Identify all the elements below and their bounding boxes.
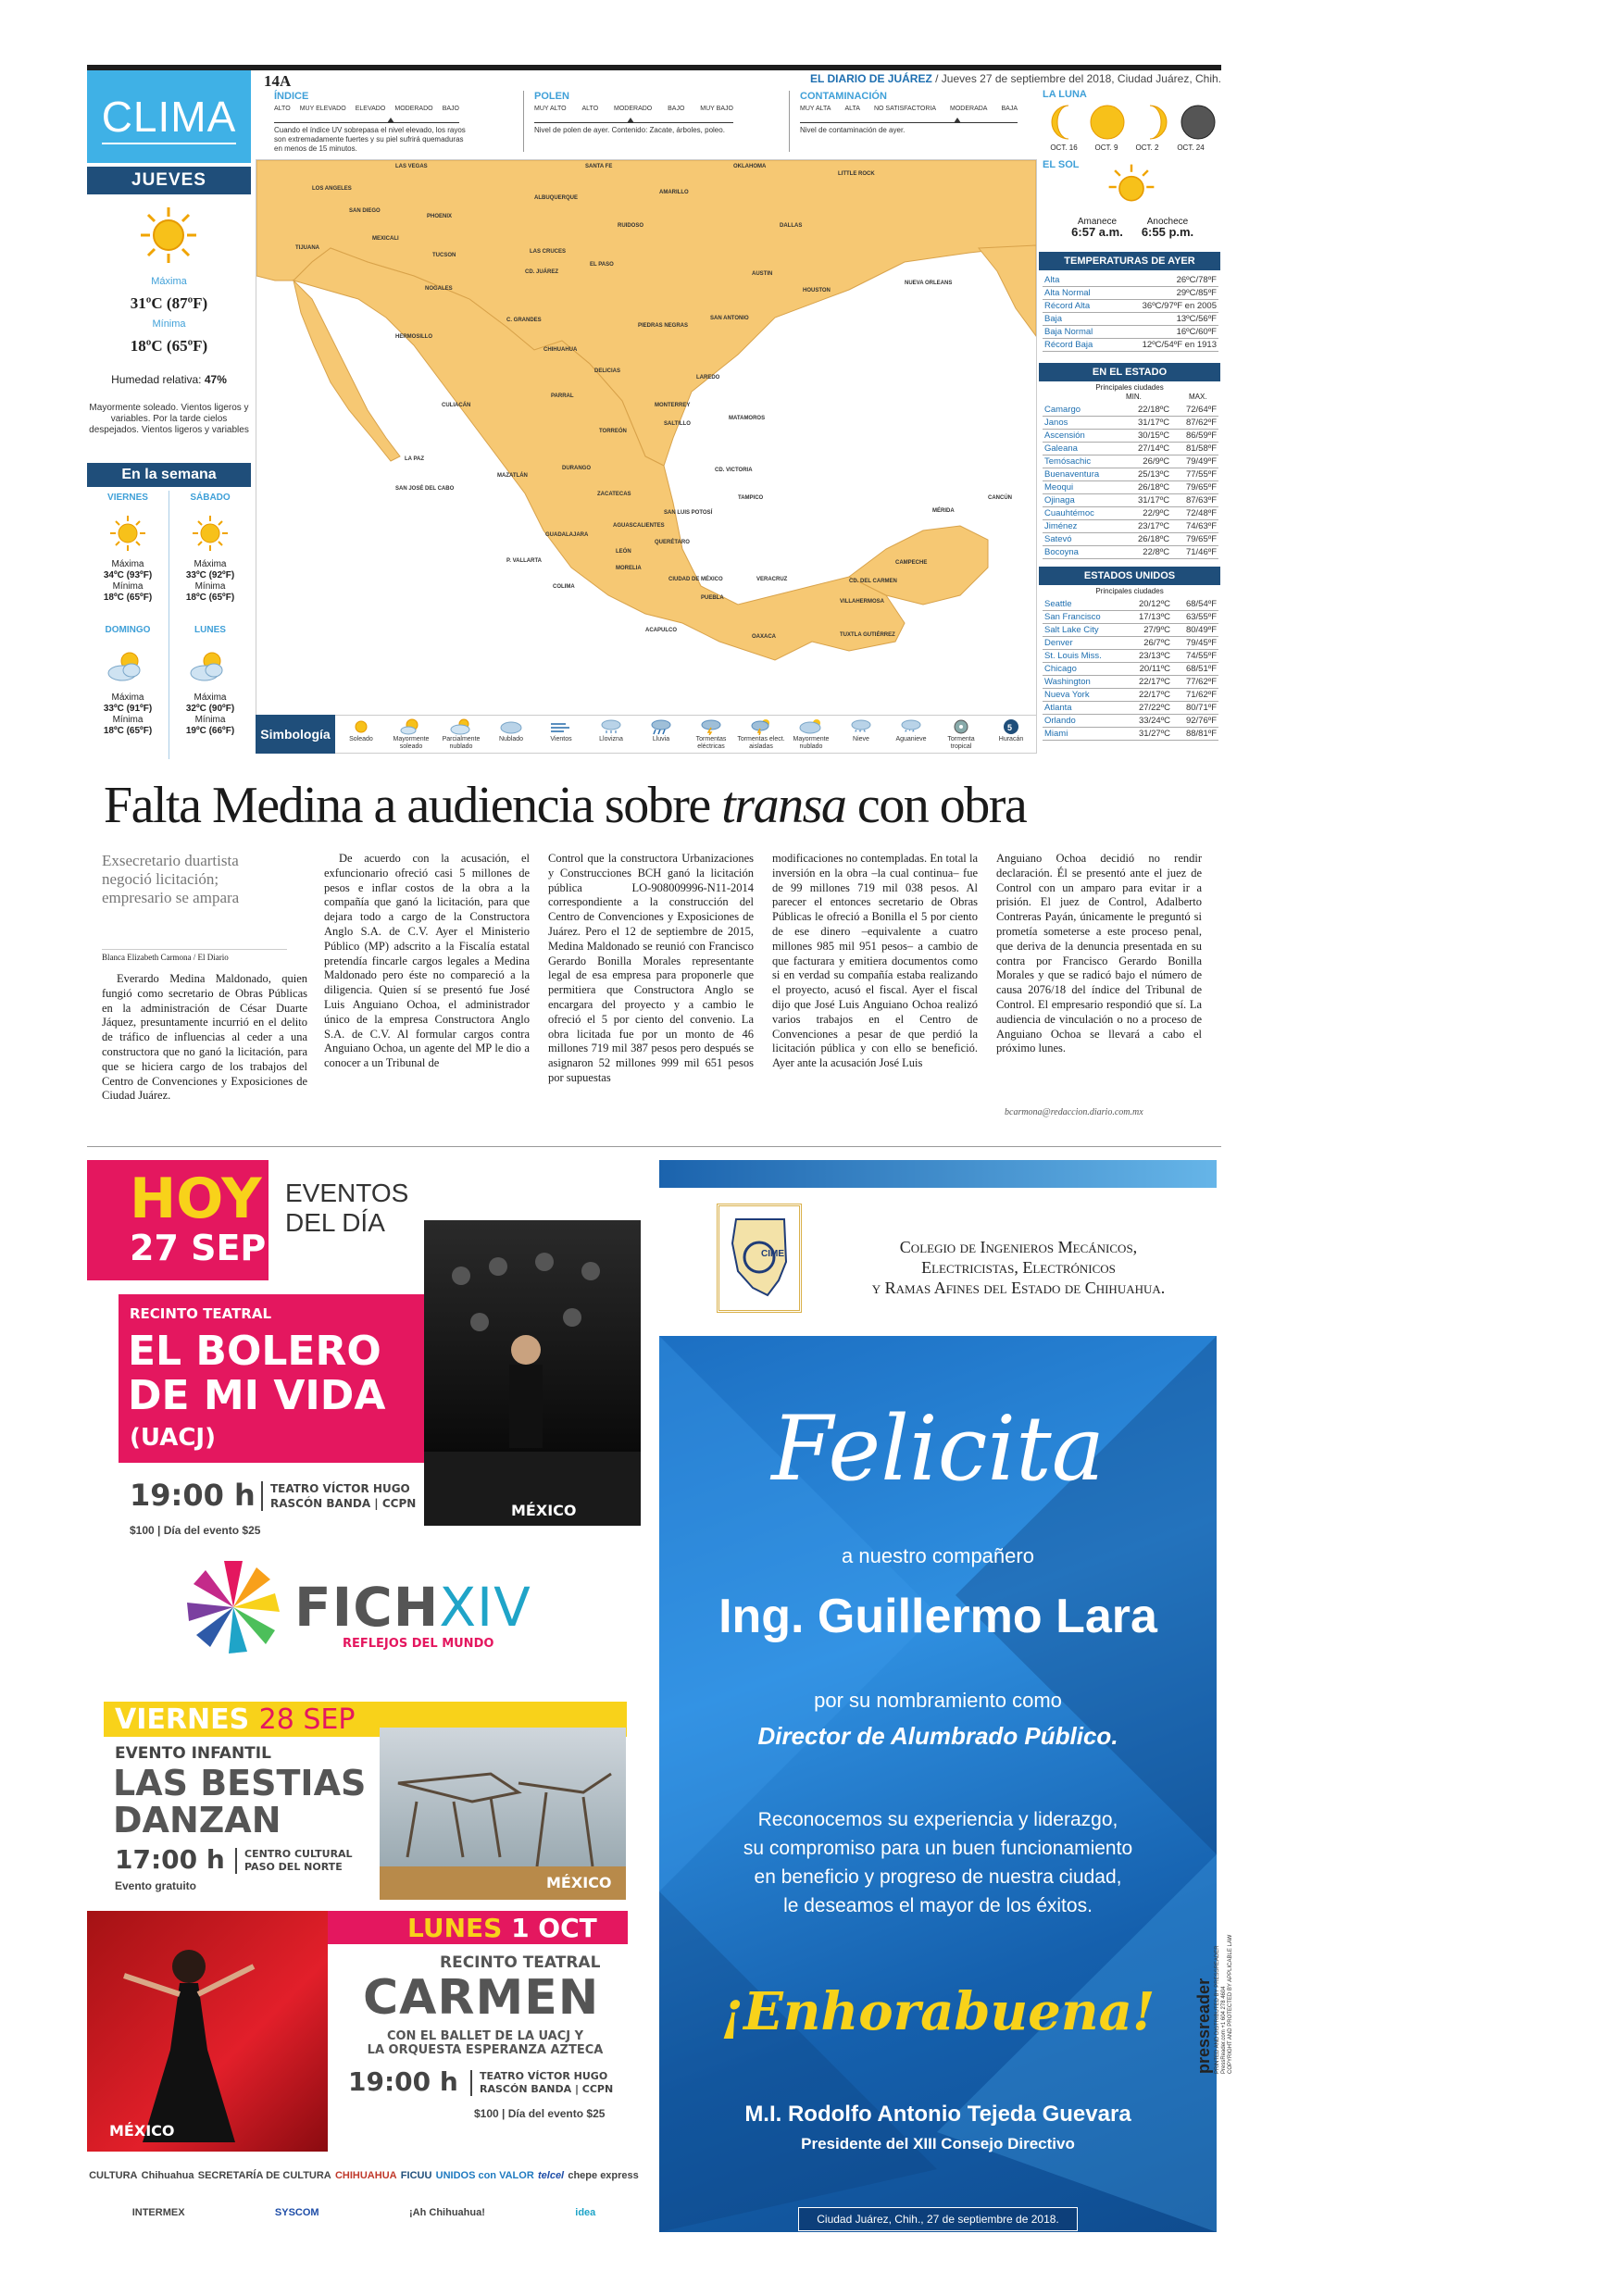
map-city: LITTLE ROCK [838,171,875,177]
map-city: CD. VICTORIA [715,468,753,473]
event-3-date: LUNES 1 OCT [407,1913,597,1943]
sponsor-logo: FICUU [400,2170,432,2181]
pollution-marker [954,118,961,123]
map-city: MÉRIDA [932,508,955,514]
map-city: LAS CRUCES [530,249,567,255]
pressreader-logo: pressreader [1194,1978,1213,2074]
dancer-photo [87,1911,328,2152]
paper-name: EL DIARIO DE JUÁREZ [810,72,932,85]
cime-logo-icon [719,1206,799,1310]
dateline: / Jueves 27 de septiembre del 2018, Ciudad Juárez, Chih. [935,72,1221,85]
map-city: MATAMOROS [729,416,766,421]
map-city: AUSTIN [752,271,773,277]
sunset: Anochece 6:55 p.m. [1141,217,1194,239]
map-city: COLIMA [553,584,575,590]
map-city: HERMOSILLO [395,334,432,340]
sunny-icon [190,515,231,552]
honoree-position: Director de Alumbrado Público. [757,1722,1118,1750]
sponsor-logos [87,2157,641,2231]
hoy-date: 27 SEP [130,1228,267,1268]
event-2-price: Evento gratuito [115,1879,197,1892]
event-1-country: MÉXICO [511,1502,577,1519]
state-subtitle: Principales ciudades [1095,383,1164,392]
map-city: LA PAZ [405,456,424,462]
map-city: MEXICALI [372,236,399,242]
partly-cloudy-icon [106,648,146,685]
event-1-venue: RECINTO TEATRAL [130,1305,272,1322]
table-row: Récord Alta 36ºC/97ºF en 2005 [1044,301,1217,311]
week-day-values: Máxima 33ºC (92ºF) Mínima 18ºC (65ºF) [185,559,235,603]
table-row: Cuauhtémoc 22/9ºC 72/48ºF [1044,508,1217,518]
map-city: SAN ANTONIO [710,316,749,321]
table-row: Alta 26ºC/78ºF [1044,275,1217,285]
map-city: LAS VEGAS [395,164,428,169]
map-city: SAN LUIS POTOSÍ [664,510,713,516]
max-temp: 31ºC (87ºF) [130,294,208,312]
map-city: TUCSON [432,253,456,258]
map-city: MORELIA [616,566,642,571]
wind-icon [549,718,573,735]
map-city: PUEBLA [701,595,724,601]
map-city: AGUASCALIENTES [613,523,665,529]
week-day-label: SÁBADO [190,493,231,503]
moon-date: OCT. 16 [1050,144,1078,152]
symbol-cloudy: Nublado [487,718,535,743]
sponsor-logo: chepe express [568,2170,639,2181]
map-city: SALTILLO [664,421,691,427]
symbol-thunderstorm: Tormentas eléctricas [687,718,735,751]
map-city: VILLAHERMOSA [840,599,884,605]
event-2-place: CENTRO CULTURAL PASO DEL NORTE [235,1848,353,1874]
table-row: Nueva York 22/17ºC 71/62ºF [1044,690,1217,700]
symbol-isolated-storms: Tormentas elect. aisladas [737,718,785,751]
event-1-place: TEATRO VÍCTOR HUGO RASCÓN BANDA | CCPN [261,1481,416,1511]
pollen-note: Nivel de polen de ayer. Contenido: Zacate, árboles, poleo. [534,126,725,134]
pollen-scale: MUY ALTO ALTO MODERADO BAJO MUY BAJO [534,106,733,112]
map-city: VERACRUZ [756,577,788,582]
pollution-title: CONTAMINACIÓN [800,91,887,102]
table-row: Washington 22/17ºC 77/62ºF [1044,677,1217,687]
sponsor-logo: idea [575,2207,596,2218]
table-row: Baja Normal 16ºC/60ºF [1044,327,1217,337]
week-day-values: Máxima 33ºC (91ºF) Mínima 18ºC (65ºF) [103,693,153,736]
sunny-icon [349,718,373,735]
divider [87,1146,1221,1147]
map-city: P. VALLARTA [506,558,543,564]
map-city: CHIHUAHUA [543,347,578,353]
article-headline: Falta Medina a audiencia sobre transa con obra [104,777,1027,834]
map-city: QUERÉTARO [655,540,690,545]
sunny-icon [107,515,148,552]
week-day-label: LUNES [194,625,226,635]
sleet-icon [899,718,923,735]
fich-title: FICHXIV [294,1576,531,1639]
event-1-price: $100 | Día del evento $25 [130,1524,261,1537]
signer-name: M.I. Rodolfo Antonio Tejeda Guevara [744,2102,1131,2127]
table-row: Atlanta 27/22ºC 80/71ºF [1044,703,1217,713]
moon-phases-icon [1043,102,1218,143]
concert-photo [424,1220,641,1526]
fich-logo-icon [181,1555,285,1659]
map-city: LEÓN [616,549,631,555]
table-row: Baja 13ºC/56ºF [1044,314,1217,324]
tropical-storm-icon [949,718,973,735]
sponsor-logo: SECRETARÍA DE CULTURA [197,2170,331,2181]
event-1-org: (UACJ) [130,1424,216,1452]
map-city: PARRAL [551,393,574,399]
map-city: PHOENIX [427,214,453,219]
uv-scale-bar [274,122,459,123]
sunny-icon [139,206,198,265]
map-city: MAZATLÁN [497,473,528,479]
event-3-time: 19:00 h [348,2066,458,2097]
pollen-marker [627,118,634,123]
max-label: Máxima [151,276,187,287]
symbol-tropical-storm: Tormenta tropical [937,718,985,751]
rain-icon [649,718,673,735]
usa-title: ESTADOS UNIDOS [1039,567,1220,585]
college-name: Colegio de Ingenieros Mecánicos, Electricistas, Electrónicos y Ramas Afines del Estado de Chihuahua. [871,1238,1166,1297]
map-city: OKLAHOMA [733,164,767,169]
map-city: DALLAS [780,223,803,229]
table-row: Miami 31/27ºC 88/81ºF [1044,729,1217,739]
symbol-snow: * * * Nieve [837,718,885,743]
table-row: Camargo 22/18ºC 72/64ºF [1044,405,1217,415]
event-2-time: 17:00 h [115,1844,225,1875]
map-city: SAN JOSÉ DEL CABO [395,486,455,492]
week-day-values: Máxima 32ºC (90ºF) Mínima 19ºC (66ºF) [185,693,235,736]
event-2-country: MÉXICO [546,1874,612,1891]
congrats-message: Reconocemos su experiencia y liderazgo, su compromiso para un buen funcionamiento en beneficio y progreso de nuestra ciudad, le deseamos el mayor de los éxitos. [743,1809,1133,1916]
state-table [1043,404,1218,559]
pollution-scale-bar [800,122,1018,123]
sponsor-logo: SYSCOM [274,2207,319,2218]
uv-index-title: ÍNDICE [274,91,309,102]
symbology-title: Simbología [256,715,335,754]
table-row: Jiménez 23/17ºC 74/63ºF [1044,521,1217,531]
table-row: Ojinaga 31/17ºC 87/63ºF [1044,495,1217,505]
symbol-wind: Vientos [537,718,585,743]
svg-text:* * *: * * * [855,730,867,735]
map-city: TAMPICO [738,495,764,501]
min-label: Mínima [152,318,186,330]
article-column-5: Anguiano Ochoa decidió no rendir declaración. Él se presentó ante el juez de Control con un amparo para evitar ir a prisión. El juez de Control, Adalberto Contreras Payán, únicamente le preguntó si prometía someterse a este proceso penal, que deriva de la denuncia presentada en su contra por Francisco Gerardo Bonilla Morales y que se radicó bajo el número de causa 2076/18 del índice del Tribunal de Control. El empresario respondió que sí. La audiencia de vinculación o no a proceso de Anguiano Ochoa se llevará a cabo el próximo lunes. [996,852,1202,1055]
table-row: Temósachic 26/9ºC 79/49ºF [1044,456,1217,467]
state-title: EN EL ESTADO [1039,363,1220,381]
min-temp: 18ºC (65ºF) [130,337,208,355]
map-city: ALBUQUERQUE [534,195,579,201]
symbol-mostly-sunny: Mayormente soleado [387,718,435,751]
header-rule [87,65,1221,70]
map-city: OAXACA [752,634,777,640]
sponsor-logo: Chihuahua [141,2170,194,2181]
symbol-drizzle: Llovizna [587,718,635,743]
col-max-label: MAX. [1189,393,1207,401]
moon-date: OCT. 24 [1177,144,1205,152]
events-title: EVENTOS DEL DÍA [285,1179,409,1237]
week-day-label: VIERNES [107,493,148,503]
isolated-storm-icon [749,718,773,735]
event-3-price: $100 | Día del evento $25 [474,2107,606,2120]
hoy-label: HOY [130,1167,262,1231]
today-label: JUEVES [87,167,251,194]
hurricane-icon [999,718,1023,735]
svg-text:5: 5 [1007,723,1013,732]
week-day-label: DOMINGO [105,625,151,635]
map-city: MONTERREY [655,403,691,408]
table-row: Salt Lake City 27/9ºC 80/49ºF [1044,625,1217,635]
mostly-sunny-icon [399,718,423,735]
map-city: CD. JUÁREZ [525,269,559,275]
table-row: Ascensión 30/15ºC 86/59ºF [1044,430,1217,441]
snow-icon [849,718,873,735]
event-2-title: LAS BESTIAS DANZAN [113,1763,367,1841]
table-row: St. Louis Miss. 23/13ºC 74/55ºF [1044,651,1217,661]
map-city: CAMPECHE [895,560,928,566]
cloudy-icon [499,718,523,735]
map-city: AMARILLO [659,190,689,195]
map-city: PIEDRAS NEGRAS [638,323,689,329]
week-title: En la semana [87,463,251,487]
svg-text:* ' *: * ' * [905,730,915,735]
symbol-hurricane: 5 Huracán [987,718,1035,743]
congrats-line-2: por su nombramiento como [814,1689,1062,1712]
temp-yesterday-table [1043,274,1218,352]
map-city: CULIACÁN [442,403,471,408]
table-row: Galeana 27/14ºC 81/58ºF [1044,443,1217,454]
event-1-title: EL BOLERO DE MI VIDA [128,1328,386,1419]
map-city: TIJUANA [295,245,320,251]
humidity: Humedad relativa: 47% [111,373,227,386]
pollution-scale: MUY ALTA ALTA NO SATISFACTORIA MODERADA BAJA [800,106,1018,112]
forecast-text: Mayormente soleado. Vientos ligeros y variables. Por la tarde cielos despejados. Vientos ligeros y variables [89,403,249,435]
congrats-line-1: a nuestro compañero [842,1544,1034,1567]
divider [523,91,524,152]
partly-cloudy-icon [188,648,229,685]
map-city: GUADALAJARA [545,532,589,538]
event-3-desc: CON EL BALLET DE LA UACJ Y LA ORQUESTA ESPERANZA AZTECA [367,2029,604,2057]
table-row: Satevó 26/18ºC 79/65ºF [1044,534,1217,544]
map-city: DELICIAS [594,368,621,374]
fich-subtitle: REFLEJOS DEL MUNDO [343,1637,494,1651]
map-city: TORREÓN [599,429,627,434]
event-3-country: MÉXICO [109,2122,175,2140]
sponsor-logo: telcel [537,2170,565,2181]
sponsor-logo: UNIDOS con VALOR [435,2170,534,2181]
map-city: SAN DIEGO [349,208,381,214]
symbol-mostly-cloudy: Mayormente nublado [787,718,835,751]
article-column-1: Everardo Medina Maldonado, quien fungió como secretario de Obras Públicas en la administración de César Duarte Jáquez, presuntamente incurrió en el delito de tráfico de influencias al ceder a una constructora que no ganó la licitación, para que se hiciera cargo de los trabajos del Centro de Convenciones y Exposiciones de Ciudad Juárez. [102,972,307,1103]
page-number: 14A [264,72,292,90]
honoree-name: Ing. Guillermo Lara [718,1590,1157,1643]
table-row: Chicago 20/11ºC 68/51ºF [1044,664,1217,674]
uv-note: Cuando el índice UV sobrepasa el nivel elevado, los rayos son extremadamente fuertes y su piel sufrirá quemaduras en menos de 15 minutos. [274,126,466,153]
uv-marker [387,118,394,123]
article-subhead: Exsecretario duartista negoció licitación; empresario se ampara [102,852,240,906]
map-city: LOS ANGELES [312,186,352,192]
pollution-note: Nivel de contaminación de ayer. [800,126,906,134]
usa-table [1043,598,1218,741]
symbol-sunny: Soleado [337,718,385,743]
map-city: EL PASO [590,262,614,268]
event-1-time: 19:00 h [130,1478,256,1513]
pressreader-notice: PRINTED AND DISTRIBUTED BY PRESSREADER PressReader.com +1 604 278 4604 COPYRIGHT AND PROTECTED BY APPLICABLE LAW [1215,1934,1233,2074]
sunrise: Amanece 6:57 a.m. [1071,217,1123,239]
table-row: Meoqui 26/18ºC 79/65ºF [1044,482,1217,493]
sponsor-logo: ¡Ah Chihuahua! [409,2207,485,2218]
map-city: NUEVA ORLEANS [905,281,953,286]
article-column-3: Control que la constructora Urbanizaciones y Construcciones BCH ganó la licitación pública LO-908009996-N11-2014 correspondiente a la construcción del Centro de Convenciones y Exposiciones de Juárez. Pero el 12 de septiembre de 2015, Medina Maldonado se reunió con Francisco Gerardo Bonilla Morales representante legal de esa empresa para proponerle que permitiera que Constructora Anglo se encargara del proyecto y a cambio le ofreció el 5 por ciento del convenio. La obra licitada fue por un monto de 46 millones 719 mil 387 pesos pero después se asignaron 52 millones 999 mil 651 pesos por supuestas [548,852,754,1084]
table-row: Orlando 33/24ºC 92/76ºF [1044,716,1217,726]
weather-map [256,159,1037,726]
partly-cloudy-icon [449,718,473,735]
uv-scale: ALTO MUY ELEVADO ELEVADO MODERADO BAJO [274,106,459,112]
table-row: Récord Baja 12ºC/54ºF en 1913 [1044,340,1217,350]
sun-icon [1107,163,1156,211]
article-column-4: modificaciones no contempladas. En total la inversión en la obra –la cual continua– fue de 99 millones 719 mil 038 pesos. Al parecer el entonces secretario de Obras Públicas le ofreció a Bonilla el 5 por ciento de ese dinero –equivalente a cuatro millones 985 mil 951 pesos– a cambio de que facturara y emitiera documentos como si en verdad su compañía estaba realizando el proyecto, acusó el fiscal. Ayer el fiscal dijo que José Luis Anguiano Ochoa realizó varios trabajos en el Centro de Convenciones a pesar de que perdió la licitación pública y con ello se benefició. Ayer ante la acusación José Luis [772,852,978,1070]
cime-logo-frame [717,1204,802,1313]
signer-title: Presidente del XIII Consejo Directivo [801,2135,1075,2152]
event-2-date: VIERNES 28 SEP [115,1703,356,1736]
sun-title: EL SOL [1043,159,1080,170]
congrats-footer: Ciudad Juárez, Chih., 27 de septiembre de 2018. [798,2207,1078,2231]
moon-title: LA LUNA [1043,89,1087,100]
usa-subtitle: Principales ciudades [1095,587,1164,595]
map-city: CIUDAD DE MÉXICO [668,577,723,582]
moon-date: OCT. 9 [1094,144,1118,152]
pollen-title: POLEN [534,91,569,102]
felicita-title: Felicita [771,1397,1105,1501]
col-min-label: MIN. [1126,393,1142,401]
map-city: RUIDOSO [618,223,644,229]
clima-title: CLIMA [87,70,251,163]
map-city: CD. DEL CARMEN [849,579,897,584]
week-day-values: Máxima 34ºC (93ºF) Mínima 18ºC (65ºF) [103,559,153,603]
event-2-type: EVENTO INFANTIL [115,1744,271,1763]
mostly-cloudy-icon [799,718,823,735]
map-city: CANCÚN [988,495,1012,501]
map-city: ACAPULCO [645,628,677,633]
map-city: C. GRANDES [506,318,542,323]
event-3-place: TEATRO VÍCTOR HUGO RASCÓN BANDA | CCPN [470,2070,613,2096]
enhorabuena-title: ¡Enhorabuena! [720,1981,1156,2042]
drizzle-icon [599,718,623,735]
symbol-rain: Lluvia [637,718,685,743]
article-byline: Blanca Elizabeth Carmona / El Diario [102,949,287,962]
table-row: Janos 31/17ºC 87/62ºF [1044,418,1217,428]
masthead [810,72,1221,85]
table-row: Alta Normal 29ºC/85ºF [1044,288,1217,298]
table-row: Bocoyna 22/8ºC 71/46ºF [1044,547,1217,557]
symbol-partly-cloudy: Parcialmente nublado [437,718,485,751]
map-city: NOGALES [425,286,453,292]
map-city: TUXTLA GUTIÉRREZ [840,632,895,638]
author-email: bcarmona@redaccion.diario.com.mx [1005,1107,1143,1117]
sponsor-logo: INTERMEX [131,2207,185,2218]
map-city: LAREDO [696,375,720,381]
table-row: Seattle 20/12ºC 68/54ºF [1044,599,1217,609]
sponsor-logo: CHIHUAHUA [334,2170,397,2181]
divider [789,91,790,152]
map-city: HOUSTON [803,288,831,293]
thunderstorm-icon [699,718,723,735]
cime-logo-text: CIME [761,1249,784,1259]
map-city: ZACATECAS [597,492,631,497]
congrats-top-band [659,1160,1217,1188]
table-row: Buenaventura 25/13ºC 77/55ºF [1044,469,1217,480]
map-city: DURANGO [562,466,591,471]
sponsor-logo: CULTURA [89,2170,138,2181]
article-column-2: De acuerdo con la acusación, el exfuncionario ofreció casi 5 millones de pesos e inflar costos de la obra a la compañía que ganó la licitación, para que dejara todo a cargo de la Constructora Anglo S.A. de C.V. Ayer el Ministerio Público (MP) adscrito a la Fiscalía estatal pretendía fincarle cargos legales a Medina Maldonado pero éste no compareció a la diligencia. Quien sí se presentó fue José Luis Anguiano Ochoa, el administrador único de la empresa Constructora Anglo S.A. de C.V. Al formular cargos contra Anguiano Ochoa, un agente del MP le dio a conocer a un Tribunal de [324,852,530,1070]
temp-yesterday-title: TEMPERATURAS DE AYER [1039,252,1220,270]
moon-date: OCT. 2 [1135,144,1159,152]
symbol-sleet: * ' * Aguanieve [887,718,935,743]
map-city: SANTA FE [585,164,613,169]
table-row: San Francisco 17/13ºC 63/55ºF [1044,612,1217,622]
table-row: Denver 26/7ºC 79/45ºF [1044,638,1217,648]
event-3-venue: RECINTO TEATRAL [440,1953,601,1972]
event-3-title: CARMEN [363,1970,600,2026]
